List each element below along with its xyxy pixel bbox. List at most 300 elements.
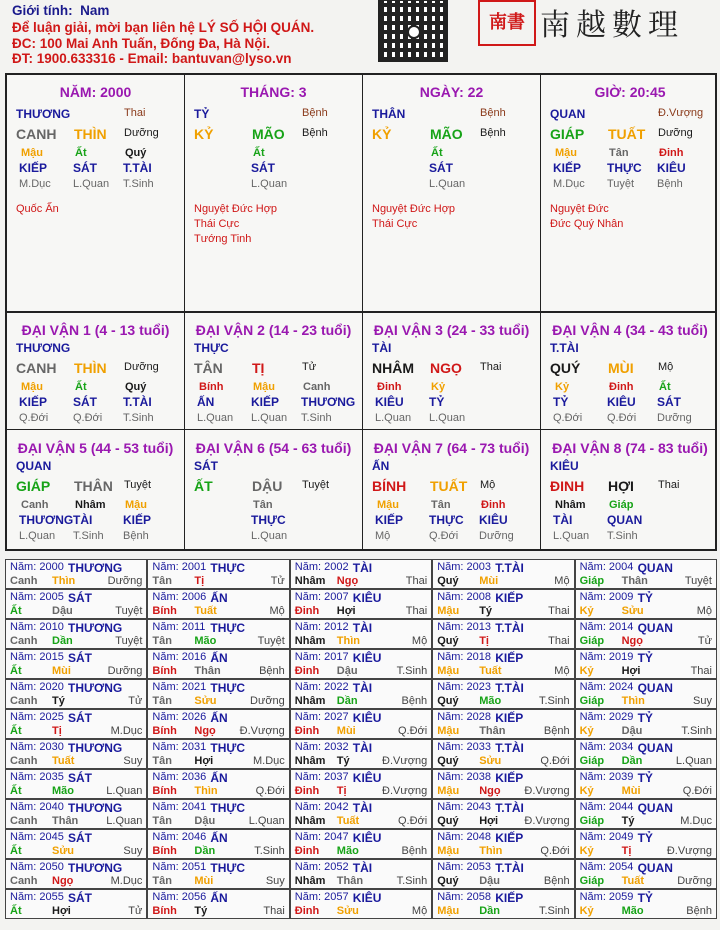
hidden-stage: L.Quan: [19, 530, 56, 542]
year-cell: [575, 589, 717, 619]
ten-god-label: THỰC: [194, 341, 229, 355]
year-stem: Quý: [437, 695, 459, 707]
year-god: TỶ: [637, 831, 653, 845]
hidden-god: KIÊU: [479, 513, 508, 527]
year-label: Năm: 2025: [10, 711, 64, 723]
hidden-stem: Đinh: [659, 147, 684, 159]
year-god: ẤN: [210, 591, 228, 605]
hidden-stage: Dưỡng: [657, 412, 692, 424]
year-stage: Tuyệt: [684, 575, 712, 587]
special-star: Tướng Tinh: [194, 233, 252, 245]
year-branch: Dậu: [621, 725, 643, 737]
year-cell: [5, 769, 147, 799]
year-stage: Mộ: [269, 605, 285, 617]
year-stage: M.Dục: [680, 815, 712, 827]
year-branch: Thân: [52, 815, 79, 827]
life-stage: Thai: [658, 479, 680, 491]
hidden-stem: Ất: [431, 147, 443, 159]
year-stem: Kỷ: [579, 905, 594, 917]
year-branch: Tị: [336, 785, 347, 797]
year-stage: Suy: [123, 845, 143, 857]
life-stage: Dưỡng: [658, 127, 693, 139]
hidden-god: TỶ: [429, 395, 445, 409]
year-stage: Dưỡng: [107, 665, 143, 677]
year-god: SÁT: [68, 891, 92, 905]
year-branch: Ngọ: [336, 575, 359, 587]
year-stage: Đ.Vượng: [239, 725, 285, 737]
year-cell: [575, 649, 717, 679]
special-star: Nguyệt Đức: [550, 203, 609, 215]
year-label: Năm: 2054: [579, 861, 634, 873]
stem-state: Bệnh: [480, 107, 506, 119]
year-cell: [575, 829, 717, 859]
year-label: Năm: 2018: [437, 651, 491, 663]
decade-cell: [363, 431, 541, 549]
hidden-stage: Tuyệt: [607, 178, 635, 190]
year-label: Năm: 2039: [579, 771, 634, 783]
year-cell: [432, 799, 574, 829]
hidden-stage: Bệnh: [657, 178, 683, 190]
hidden-stage: L.Quan: [251, 530, 288, 542]
year-stage: M.Dục: [110, 875, 143, 887]
year-cell: [290, 709, 432, 739]
year-label: Năm: 2038: [437, 771, 491, 783]
year-cell: [290, 559, 432, 589]
hidden-stem: Mậu: [21, 381, 43, 393]
year-stage: Q.Đới: [397, 815, 428, 827]
year-stem: Tân: [152, 755, 172, 767]
hidden-god: SÁT: [657, 395, 681, 409]
contact-line-3: ĐT: 1900.633316 - Email: bantuvan@lyso.vn: [12, 51, 292, 66]
year-branch: Sửu: [52, 845, 75, 857]
hidden-god: SÁT: [73, 161, 97, 175]
decade-title: ĐẠI VẬN 4 (34 - 43 tuổi): [552, 322, 708, 338]
year-stem: Kỷ: [579, 845, 594, 857]
year-cell: [575, 709, 717, 739]
stem-state: Bệnh: [302, 107, 328, 119]
year-stage: Đ.Vượng: [524, 785, 570, 797]
year-cell: [290, 649, 432, 679]
hidden-god: T.TÀI: [123, 395, 152, 409]
year-label: Năm: 2046: [152, 831, 207, 843]
year-label: Năm: 2043: [437, 801, 491, 813]
hidden-stem: Quý: [125, 381, 147, 393]
hidden-stem: Mậu: [253, 381, 275, 393]
year-god: THỰC: [210, 741, 246, 755]
decade-cell: [185, 313, 363, 431]
year-label: Năm: 2023: [437, 681, 491, 693]
year-god: THƯƠNG: [68, 561, 123, 575]
year-label: Năm: 2030: [10, 741, 64, 753]
year-stage: Đ.Vượng: [382, 755, 428, 767]
year-branch: Mùi: [479, 575, 499, 587]
hidden-stage: L.Quan: [73, 178, 110, 190]
year-stage: Tuyệt: [115, 605, 143, 617]
year-branch: Sửu: [336, 905, 359, 917]
year-cell: [147, 889, 289, 919]
life-stage: Tử: [302, 361, 317, 373]
year-cell: [432, 589, 574, 619]
year-stem: Quý: [437, 755, 459, 767]
hidden-god: KIẾP: [375, 513, 404, 527]
hidden-god: TÀI: [553, 513, 573, 527]
heavenly-stem: GIÁP: [550, 126, 585, 142]
year-stage: Thai: [548, 635, 570, 647]
year-god: T.TÀI: [495, 741, 524, 755]
hidden-stage: L.Quan: [251, 412, 288, 424]
year-god: ẤN: [210, 651, 228, 665]
year-god: QUAN: [637, 741, 673, 755]
hidden-stage: Q.Đới: [553, 412, 583, 424]
year-label: Năm: 2008: [437, 591, 491, 603]
year-stage: Dưỡng: [107, 575, 143, 587]
year-god: TỶ: [637, 891, 653, 905]
year-branch: Tý: [479, 605, 493, 617]
year-stage: Thai: [405, 575, 428, 587]
life-stage: Thai: [480, 361, 502, 373]
year-cell: [5, 829, 147, 859]
year-stage: Q.Đới: [540, 845, 570, 857]
year-branch: Dần: [336, 695, 358, 707]
ten-god-label: TỶ: [194, 107, 210, 121]
year-cell: [575, 619, 717, 649]
year-branch: Thìn: [52, 575, 76, 587]
year-cell: [290, 679, 432, 709]
year-cell: [432, 739, 574, 769]
decade-cell: [363, 313, 541, 431]
pillar-title: NGÀY: 22: [419, 84, 484, 100]
year-stage: M.Dục: [110, 725, 143, 737]
year-label: Năm: 2011: [152, 621, 206, 633]
contact-line-2: ĐC: 100 Mai Anh Tuấn, Đống Đa, Hà Nội.: [12, 36, 271, 51]
year-stem: Ất: [10, 845, 22, 857]
year-stage: Đ.Vượng: [382, 785, 428, 797]
year-stem: Bính: [152, 785, 177, 797]
year-cell: [290, 739, 432, 769]
decade-title: ĐẠI VẬN 3 (24 - 33 tuổi): [373, 322, 530, 338]
year-stem: Mậu: [437, 905, 460, 917]
year-god: TÀI: [352, 621, 373, 635]
year-label: Năm: 2053: [437, 861, 491, 873]
ten-god-label: SÁT: [194, 459, 218, 473]
year-god: TÀI: [352, 561, 373, 575]
year-label: Năm: 2015: [10, 651, 64, 663]
year-god: TÀI: [352, 801, 373, 815]
year-label: Năm: 2017: [294, 651, 349, 663]
year-branch: Thân: [621, 575, 648, 587]
year-stage: L.Quan: [675, 755, 712, 767]
year-stage: L.Quan: [248, 815, 285, 827]
year-cell: [432, 559, 574, 589]
pillar-title: GIỜ: 20:45: [594, 84, 666, 100]
ten-god-label: ẤN: [372, 459, 390, 473]
decade-title: ĐẠI VẬN 5 (44 - 53 tuổi): [17, 440, 174, 456]
year-stem: Mậu: [437, 725, 460, 737]
hidden-stage: L.Quan: [251, 178, 288, 190]
year-god: TỶ: [637, 711, 653, 725]
year-cell: [147, 859, 289, 889]
year-cell: [575, 739, 717, 769]
year-god: T.TÀI: [495, 621, 524, 635]
year-stage: Tử: [697, 635, 712, 647]
year-branch: Tuất: [621, 875, 644, 887]
year-cell: [5, 709, 147, 739]
hidden-stage: L.Quan: [197, 412, 234, 424]
hidden-stem: Mậu: [21, 147, 43, 159]
year-cell: [432, 679, 574, 709]
earthly-branch: THÌN: [74, 360, 107, 376]
year-god: TỶ: [637, 771, 653, 785]
year-god: KIẾP: [495, 651, 524, 665]
year-cell: [147, 709, 289, 739]
year-cell: [432, 889, 574, 919]
year-branch: Mùi: [621, 785, 641, 797]
ten-god-label: QUAN: [16, 459, 52, 473]
year-label: Năm: 2047: [294, 831, 349, 843]
hidden-stage: L.Quan: [375, 412, 412, 424]
year-label: Năm: 2019: [579, 651, 634, 663]
year-label: Năm: 2034: [579, 741, 634, 753]
year-label: Năm: 2045: [10, 831, 64, 843]
decade-title: ĐẠI VẬN 1 (4 - 13 tuổi): [21, 322, 170, 338]
year-stem: Đinh: [294, 905, 320, 917]
year-stage: Mộ: [696, 605, 712, 617]
life-stage: Tuyệt: [302, 479, 330, 491]
ten-god-label: KIÊU: [550, 459, 579, 473]
year-label: Năm: 2051: [152, 861, 207, 873]
year-cell: [575, 859, 717, 889]
year-god: TÀI: [352, 681, 373, 695]
year-stage: L.Quan: [106, 815, 143, 827]
year-god: KIẾP: [495, 711, 524, 725]
year-branch: Dậu: [194, 815, 216, 827]
year-stage: Suy: [265, 875, 285, 887]
year-stage: Thai: [405, 605, 428, 617]
year-god: KIẾP: [495, 771, 524, 785]
year-stage: Bệnh: [543, 875, 570, 887]
year-label: Năm: 2014: [579, 621, 634, 633]
year-cell: [147, 559, 289, 589]
year-god: THỰC: [210, 861, 246, 875]
year-stage: Bệnh: [401, 695, 428, 707]
annual-luck-grid: [5, 559, 717, 921]
year-stem: Đinh: [294, 785, 320, 797]
year-stage: Q.Đới: [540, 755, 570, 767]
special-star: Đức Quý Nhân: [550, 218, 624, 230]
life-stage: Mộ: [480, 479, 496, 491]
year-god: KIÊU: [352, 591, 382, 605]
qr-code: [378, 0, 448, 62]
year-stem: Mậu: [437, 665, 460, 677]
heavenly-stem: BÍNH: [372, 478, 407, 494]
year-label: Năm: 2005: [10, 591, 64, 603]
hidden-stem: Tân: [609, 147, 629, 159]
year-stem: Canh: [10, 755, 38, 767]
stem-state: Đ.Vượng: [658, 107, 704, 119]
hidden-stem: Đinh: [481, 499, 506, 511]
year-branch: Mão: [194, 635, 217, 647]
year-stem: Giáp: [579, 815, 605, 827]
year-branch: Dần: [621, 755, 643, 767]
hidden-god: SÁT: [251, 161, 275, 175]
year-cell: [290, 589, 432, 619]
year-stage: Mộ: [554, 665, 570, 677]
year-cell: [290, 799, 432, 829]
hidden-god: TỶ: [553, 395, 569, 409]
year-label: Năm: 2058: [437, 891, 491, 903]
year-stage: Q.Đới: [255, 785, 285, 797]
year-stage: Tử: [128, 695, 143, 707]
year-god: THƯƠNG: [68, 801, 123, 815]
decade-cell: [185, 431, 363, 549]
year-stem: Giáp: [579, 755, 605, 767]
year-god: KIẾP: [495, 891, 524, 905]
hidden-god: THỰC: [251, 513, 286, 527]
hidden-stem: Quý: [125, 147, 147, 159]
pillar-cell: [541, 75, 719, 311]
heavenly-stem: GIÁP: [16, 478, 51, 494]
year-god: THỰC: [210, 561, 246, 575]
year-cell: [432, 619, 574, 649]
year-stem: Nhâm: [294, 575, 326, 587]
year-cell: [432, 859, 574, 889]
year-god: TỶ: [637, 591, 653, 605]
pillar-cell: [185, 75, 363, 311]
year-label: Năm: 2013: [437, 621, 491, 633]
special-star: Thái Cực: [372, 218, 418, 230]
year-label: Năm: 2004: [579, 561, 634, 573]
heavenly-stem: KỶ: [194, 126, 214, 142]
hidden-stem: Đinh: [377, 381, 402, 393]
year-label: Năm: 2035: [10, 771, 64, 783]
year-god: THỰC: [210, 801, 246, 815]
year-god: THƯƠNG: [68, 621, 123, 635]
year-stem: Tân: [152, 815, 172, 827]
year-stem: Nhâm: [294, 815, 326, 827]
year-branch: Mùi: [336, 725, 356, 737]
hidden-god: ẤN: [197, 395, 215, 409]
year-stage: Tử: [270, 575, 285, 587]
hidden-stage: Mộ: [375, 530, 391, 542]
hidden-god: SÁT: [73, 395, 97, 409]
year-stem: Kỷ: [579, 725, 594, 737]
hidden-stage: M.Dục: [19, 178, 51, 190]
year-stage: Thai: [548, 605, 570, 617]
year-god: KIẾP: [495, 831, 524, 845]
year-label: Năm: 2032: [294, 741, 349, 753]
hidden-stem: Mậu: [555, 147, 577, 159]
year-branch: Ngọ: [52, 875, 74, 887]
earthly-branch: MÙI: [608, 360, 634, 376]
year-branch: Thân: [336, 875, 364, 887]
hidden-god: THƯƠNG: [19, 513, 74, 527]
year-stem: Tân: [152, 635, 172, 647]
year-stem: Kỷ: [579, 785, 594, 797]
year-stem: Bính: [152, 605, 177, 617]
year-stem: Mậu: [437, 845, 460, 857]
earthly-branch: NGỌ: [430, 360, 462, 376]
year-label: Năm: 2037: [294, 771, 349, 783]
year-label: Năm: 2026: [152, 711, 207, 723]
hidden-stem: Ất: [659, 381, 671, 393]
year-stem: Đinh: [294, 725, 320, 737]
earthly-branch: THÌN: [74, 126, 107, 142]
year-stem: Bính: [152, 665, 177, 677]
hidden-stage: T.Sinh: [607, 530, 638, 542]
hidden-stem: Ất: [75, 147, 87, 159]
year-stem: Quý: [437, 575, 459, 587]
year-god: THƯƠNG: [68, 861, 123, 875]
hidden-stage: T.Sinh: [73, 530, 104, 542]
hidden-god: KIÊU: [375, 395, 404, 409]
year-label: Năm: 2048: [437, 831, 491, 843]
year-god: QUAN: [637, 801, 673, 815]
year-cell: [147, 739, 289, 769]
year-stem: Tân: [152, 695, 172, 707]
life-stage: Tuyệt: [124, 479, 152, 491]
year-stem: Canh: [10, 635, 38, 647]
year-branch: Tý: [621, 815, 635, 827]
year-label: Năm: 2003: [437, 561, 491, 573]
special-star: Quốc Ấn: [16, 203, 59, 215]
hidden-god: THƯƠNG: [301, 395, 356, 409]
year-branch: Ngọ: [479, 785, 501, 797]
year-stem: Tân: [152, 575, 172, 587]
year-branch: Mão: [336, 845, 359, 857]
year-god: TÀI: [352, 741, 373, 755]
year-branch: Tý: [194, 905, 208, 917]
year-god: SÁT: [68, 771, 92, 785]
decade-cell: [541, 313, 719, 431]
earthly-branch: DẬU: [252, 478, 283, 494]
year-stage: T.Sinh: [539, 905, 570, 917]
year-god: THƯƠNG: [68, 741, 123, 755]
hidden-stem: Giáp: [609, 499, 634, 511]
year-stage: L.Quan: [106, 785, 143, 797]
decade-cell: [7, 431, 185, 549]
year-cell: [290, 889, 432, 919]
decade-title: ĐẠI VẬN 6 (54 - 63 tuổi): [195, 440, 352, 456]
decade-cell: [7, 313, 185, 431]
year-god: THỰC: [210, 621, 246, 635]
decade-title: ĐẠI VẬN 7 (64 - 73 tuổi): [373, 440, 530, 456]
year-cell: [147, 829, 289, 859]
year-stage: Dưỡng: [250, 695, 285, 707]
year-stem: Ất: [10, 785, 22, 797]
year-stage: Thai: [690, 665, 712, 677]
year-cell: [147, 679, 289, 709]
year-stem: Canh: [10, 815, 38, 827]
year-cell: [5, 889, 147, 919]
year-stem: Tân: [152, 875, 172, 887]
year-branch: Ngọ: [194, 725, 216, 737]
hidden-stem: Kỷ: [431, 381, 446, 393]
hidden-god: SÁT: [429, 161, 453, 175]
year-god: SÁT: [68, 831, 92, 845]
year-cell: [290, 619, 432, 649]
year-god: QUAN: [637, 861, 673, 875]
pillar-cell: [363, 75, 541, 311]
year-stem: Kỷ: [579, 605, 594, 617]
year-label: Năm: 2044: [579, 801, 634, 813]
year-cell: [432, 829, 574, 859]
year-branch: Hợi: [336, 605, 356, 617]
hidden-stage: M.Dục: [553, 178, 585, 190]
brand-logo: 南越數理: [540, 8, 684, 43]
hidden-god: THỰC: [607, 161, 642, 175]
year-label: Năm: 2027: [294, 711, 349, 723]
red-seal-logo: 南書: [478, 0, 536, 46]
